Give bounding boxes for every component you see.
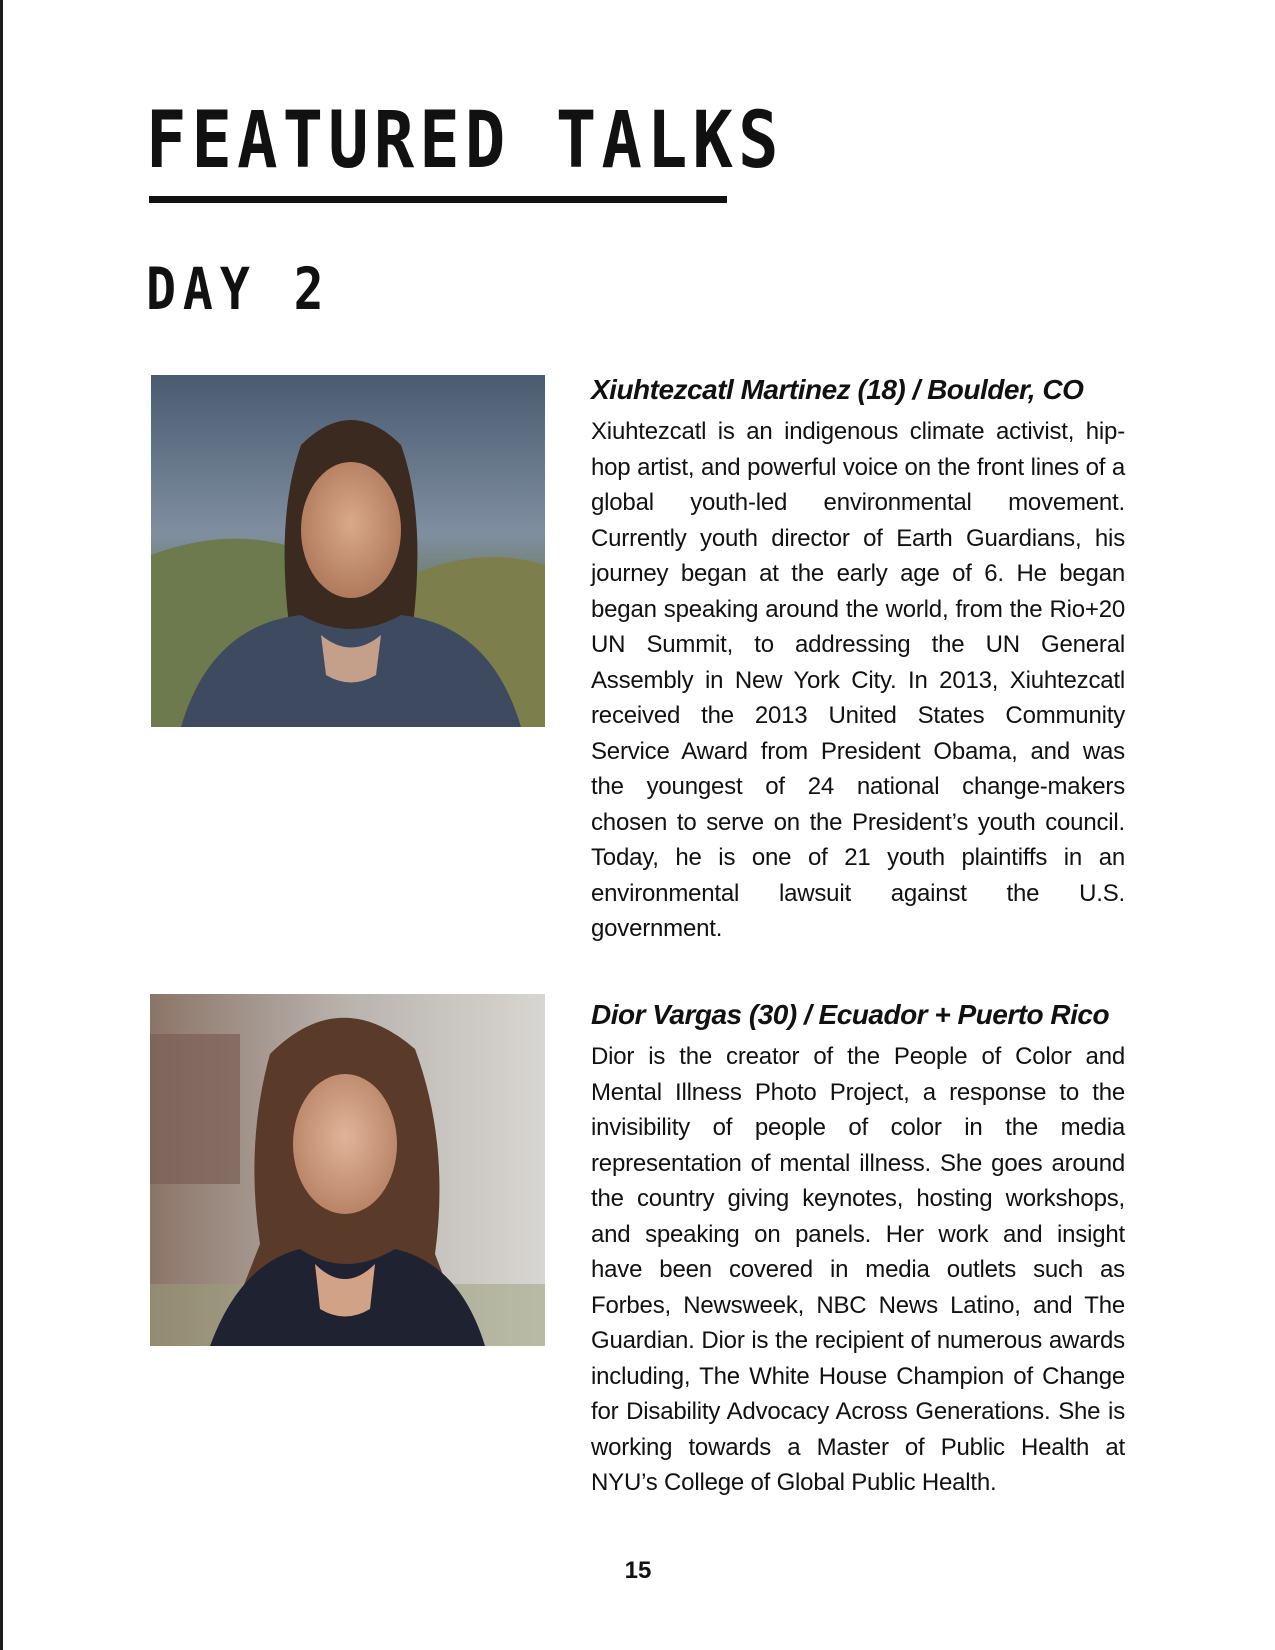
speaker-name: Xiuhtezcatl Martinez (18) / Boulder, CO	[591, 374, 1084, 405]
title-underline	[149, 196, 727, 203]
speaker-description: Dior is the creator of the People of Color and Mental Illness Photo Project, a response to the invisibility of people of color in the media representation of mental illness. She goes around the country giving keynotes, hosting workshops, and speaking on panels. Her work and insight have been covered in media outlets such as Forbes, Newsweek, NBC News Latino, and The Guardian. Dior is the recipient of numerous awards including, The White House Champion of Change for Disability Advocacy Across Generations. She is working towards a Master of Public Health at NYU’s College of Global Public Health.	[591, 1043, 1125, 1496]
speaker-description: Xiuhtezcatl is an indigenous climate activist, hip-hop artist, and powerful voice on the front lines of a global youth-led environmental movement. Currently youth director of Earth Guardians, his journey began at the early age of 6. He began began speaking around the world, from the Rio+20 UN Summit, to addressing the UN General Assembly in New York City. In 2013, Xiuhtezcatl received the 2013 United States Community Service Award from President Obama, and was the youngest of 24 national change-makers chosen to serve on the President’s youth council. Today, he is one of 21 youth plaintiffs in an environmental lawsuit against the U.S. government.	[591, 418, 1125, 942]
speaker-bio-section	[591, 997, 1125, 1501]
page-left-edge	[0, 0, 3, 1650]
speaker-photo-dior	[150, 994, 545, 1346]
page-number: 15	[624, 1557, 652, 1584]
speaker-name: Dior Vargas (30) / Ecuador + Puerto Rico	[591, 999, 1110, 1030]
speaker-bio-section	[591, 372, 1125, 947]
page-title: FEATURED TALKS	[146, 96, 784, 186]
speaker-photo-xiuhtezcatl	[151, 375, 545, 727]
day-heading: DAY 2	[146, 255, 331, 323]
